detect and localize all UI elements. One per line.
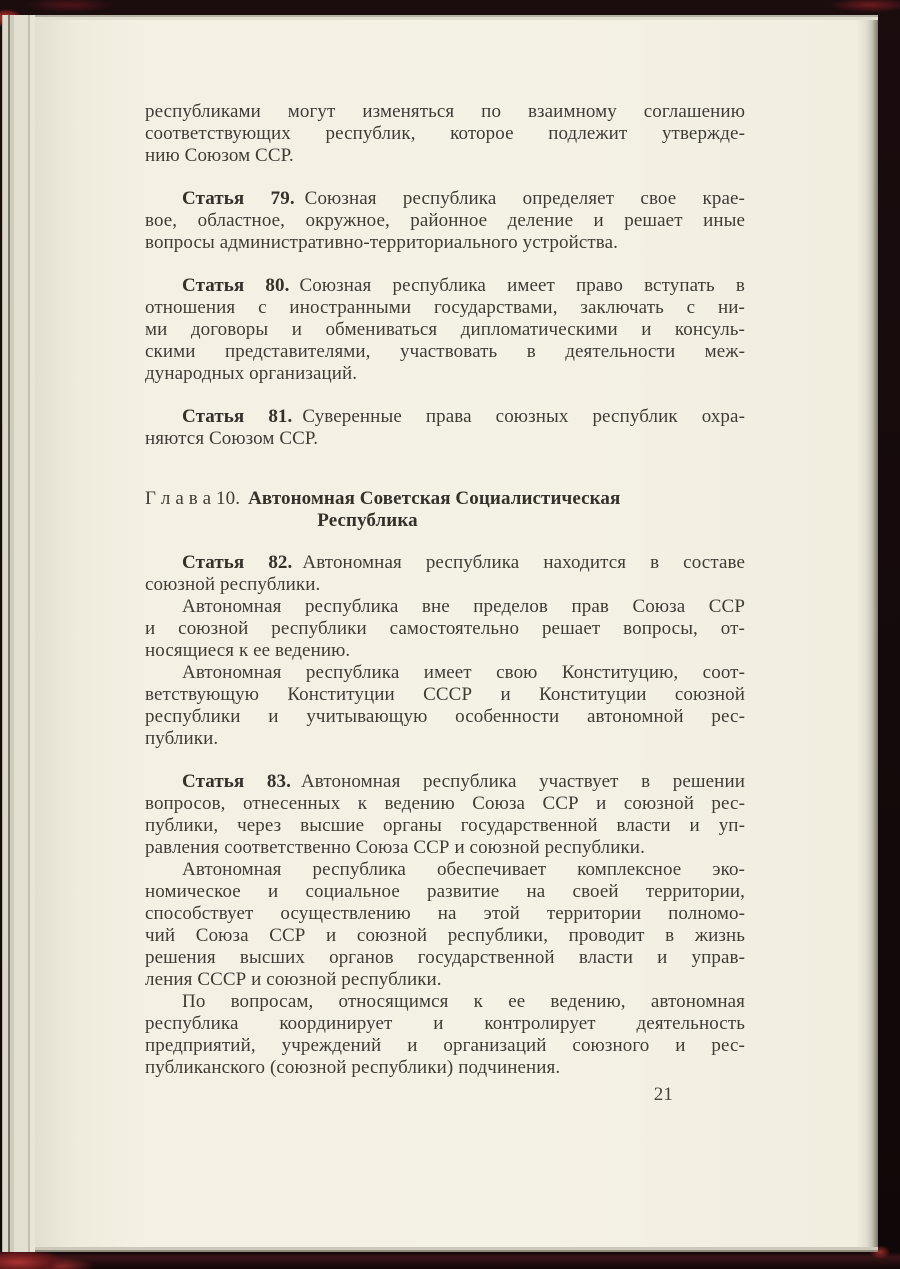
- article-82: [145, 552, 745, 596]
- article-82-paragraph-3: [145, 662, 745, 750]
- text-line: ми договоры и обмениваться дипломатическими и консуль-: [145, 319, 745, 340]
- text-line: вое, областное, окружное, районное деление и решает иные: [145, 210, 745, 231]
- text-line: республики и учитывающую особенности автономной рес-: [145, 706, 745, 727]
- text-line: Автономная республика обеспечивает комплексное эко-: [182, 859, 745, 880]
- article-label: Статья 81.: [182, 406, 293, 427]
- text-line: носящиеся к ее ведению.: [145, 640, 351, 661]
- text-line: дународных организаций.: [145, 363, 358, 384]
- article-first-line: [145, 188, 745, 210]
- article-81: [145, 406, 745, 450]
- text-line: соответствующих республик, которое подлежит утвержде-: [145, 123, 745, 144]
- text-line: решения высших органов государственной власти и управ-: [145, 947, 745, 968]
- line-text: Суверенные права союзных республик охра-: [302, 406, 745, 427]
- article-label: Статья 82.: [182, 552, 293, 573]
- article-83-paragraph-3: [145, 991, 745, 1079]
- paragraph-continuation: [145, 101, 745, 167]
- text-line: республиками могут изменяться по взаимному соглашению: [145, 101, 745, 122]
- book-page: [35, 15, 878, 1252]
- text-line: вопросы административно-территориального устройства.: [145, 232, 618, 253]
- chapter-heading-line2: Республика: [317, 510, 418, 531]
- article-83-paragraph-2: [145, 859, 745, 991]
- page-number: 21: [653, 1084, 673, 1105]
- article-label: Статья 79.: [182, 188, 295, 209]
- line-text: Союзная республика имеет право вступать в: [299, 275, 745, 296]
- line-text: Автономная республика находится в составе: [302, 552, 745, 573]
- article-first-line: [145, 275, 745, 297]
- text-line: По вопросам, относящимся к ее ведению, автономная: [182, 991, 745, 1012]
- article-first-line: [145, 771, 745, 793]
- text-line: Автономная республика имеет свою Конституцию, соот-: [182, 662, 745, 683]
- article-first-line: [145, 552, 745, 574]
- text-line: Автономная республика вне пределов прав Союза ССР: [182, 596, 745, 617]
- chapter-heading-line1: [145, 488, 621, 510]
- text-line: скими представителями, участвовать в деятельности меж-: [145, 341, 745, 362]
- text-line: номическое и социальное развитие на своей территории,: [145, 881, 745, 902]
- text-line: предприятий, учреждений и организаций союзного и рес-: [145, 1035, 745, 1056]
- text-line: равления соответственно Союза ССР и союзной республики.: [145, 837, 645, 858]
- article-79: [145, 188, 745, 254]
- article-83: [145, 771, 745, 859]
- text-line: ветствующую Конституции СССР и Конституции союзной: [145, 684, 745, 705]
- text-line: союзной республики.: [145, 574, 321, 595]
- article-80: [145, 275, 745, 385]
- page-stack-edges: [2, 15, 35, 1252]
- text-line: нию Союзом ССР.: [145, 145, 294, 166]
- text-line: вопросов, отнесенных к ведению Союза ССР и союзной рес-: [145, 793, 745, 814]
- text-line: публиканского (союзной республики) подчинения.: [145, 1057, 561, 1078]
- line-text: Автономная республика участвует в решении: [300, 771, 745, 792]
- chapter-title-part1: Автономная Советская Социалистическая: [248, 488, 621, 509]
- article-label: Статья 80.: [182, 275, 290, 296]
- text-line: и союзной республики самостоятельно решает вопросы, от-: [145, 618, 745, 639]
- text-line: публики, через высшие органы государственной власти и уп-: [145, 815, 745, 836]
- article-first-line: [145, 406, 745, 428]
- text-line: чий Союза ССР и союзной республики, проводит в жизнь: [145, 925, 745, 946]
- text-line: отношения с иностранными государствами, заключать с ни-: [145, 297, 745, 318]
- chapter-heading: [145, 488, 745, 532]
- text-line: республика координирует и контролирует деятельность: [145, 1013, 745, 1034]
- text-column: [145, 101, 745, 1106]
- text-line: ления СССР и союзной республики.: [145, 969, 442, 990]
- article-label: Статья 83.: [182, 771, 291, 792]
- chapter-number: Г л а в а 10.: [145, 488, 241, 509]
- text-line: способствует осуществлению на этой территории полномо-: [145, 903, 745, 924]
- line-text: Союзная республика определяет свое крае-: [304, 188, 745, 209]
- text-line: няются Союзом ССР.: [145, 428, 319, 449]
- text-line: публики.: [145, 728, 219, 749]
- article-82-paragraph-2: [145, 596, 745, 662]
